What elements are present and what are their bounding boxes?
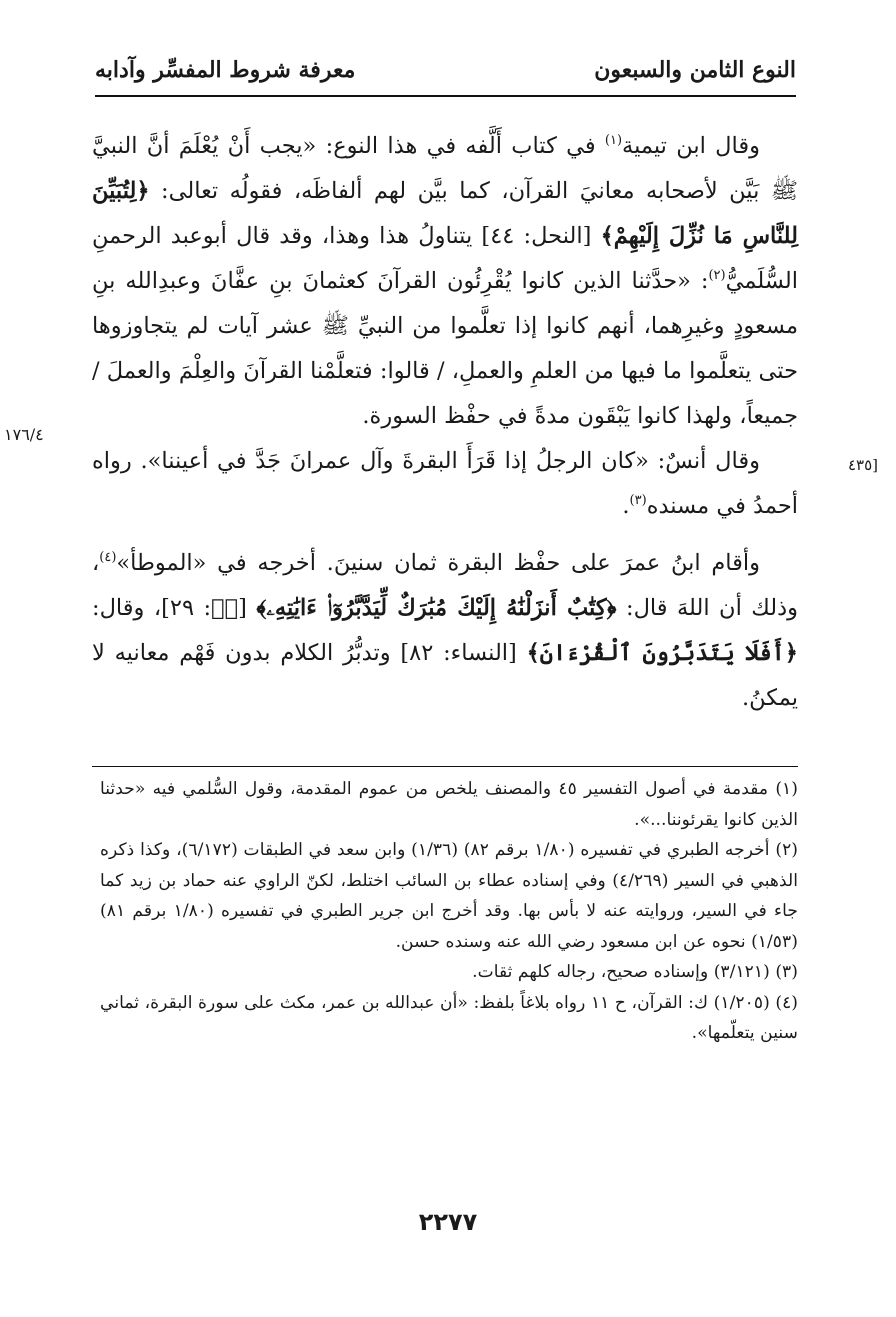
footnote-text: (١/٢٠٥) ك: القرآن، ح ١١ رواه بلاغاً بلفظ: «أن عبدالله بن عمر، مكث على سورة البقرة، ثماني سنين يتعلّمها». [100, 992, 798, 1043]
page-number: ٢٢٧٧ [418, 1208, 478, 1236]
footnote-ref-3[interactable]: (٣) [629, 493, 647, 508]
running-head-topic: معرفة شروط المفسِّر وآدابه [95, 57, 356, 83]
footnote-number: (٢) [775, 840, 799, 860]
quran-verse-nisa: ﴿أَفَلَا يَتَدَبَّرُونَ ٱلْقُرْءَانَ﴾ [526, 640, 798, 666]
running-head-chapter: النوع الثامن والسبعون [594, 57, 796, 83]
margin-volume-page-ref: ١٧٦/٤ [4, 425, 44, 444]
paragraph-text: وأقام ابنُ عمرَ على حفْظ البقرة ثمان سنينَ. أخرجه في «الموطأ» [116, 550, 760, 576]
paragraph-ibn-umar [92, 541, 798, 721]
footnote-text: أخرجه الطبري في تفسيره (١/٨٠ برقم ٨٢) (١/٣٦) وابن سعد في الطبقات (٦/١٧٢)، وكذا ذكره الذهبي في السير (٤/٢٦٩) وفي إسناده عطاء بن السائب اختلط، لكنّ الراوي عنه حماد بن زيد كما جاء في السير، وروايته عنه لا بأس بها. وقد أخرج ابن جرير الطبري في تفسيره (١/٨٠ برقم ٨١) (١/٥٣) نحوه عن ابن مسعود رضي الله عنه وسنده حسن. [100, 840, 798, 952]
paragraph-ibn-taymiyya [92, 124, 798, 439]
footnote-2 [100, 835, 798, 957]
footnote-4 [100, 988, 798, 1049]
margin-page-marker: [٤٣٥ [848, 456, 879, 474]
footnotes [100, 774, 798, 1049]
quran-verse-sad: ﴿كِتَٰبٌ أَنزَلْنَٰهُ إِلَيْكَ مُبَٰرَكٌ لِّيَدَّبَّرُوٓا۟ ءَايَٰتِهِۦ﴾ [256, 595, 617, 621]
main-text [92, 124, 798, 721]
paragraph-text: وقال ابن تيمية [622, 133, 760, 159]
footnote-3 [100, 957, 798, 988]
header-rule [95, 95, 796, 97]
paragraph-text: في كتاب أَلَّفه في هذا النوع: «يجب أَنْ يُعْلَمَ أنَّ النبيَّ ﷺ بَيَّن لأصحابه معانيَ القرآن، كما بيَّن لهم ألفاظَه، فقولُه تعالى: [92, 133, 798, 204]
footnote-number: (٤) [775, 992, 799, 1013]
footnote-ref-4[interactable]: (٤) [99, 550, 117, 565]
paragraph-text: : «حدَّثنا الذين كانوا يُقْرِئُون القرآنَ كعثمانَ بنِ عفَّانَ وعبدِالله بنِ مسعودٍ وغيرِهما، أنهم كانوا إذا تعلَّموا من النبيِّ ﷺ عشر آيات لم يتجاوزوها حتى يتعلَّموا ما فيها من العلمِ والعملِ، / قالوا: فتعلَّمْنا القرآنَ والعِلْمَ والعملَ / جميعاً، ولهذا كانوا يَبْقَون مدةً في حفْظ السورة. [92, 268, 798, 429]
paragraph-text: [النساء: ٨٢] وتدبُّرُ الكلام بدون فَهْم معانيه لا يمكنُ. [92, 640, 798, 711]
paragraph-text: ، وذلك أن اللهَ قال: [92, 550, 798, 621]
footnote-ref-1[interactable]: (١) [604, 133, 623, 148]
quran-verse-nahl: ﴿لِتُبَيِّنَ لِلنَّاسِ مَا نُزِّلَ إِلَيْهِمْ﴾ [92, 178, 798, 249]
footnote-ref-2[interactable]: (٢) [708, 268, 726, 283]
footnote-separator [92, 766, 798, 767]
paragraph-text: [صۤ: ٢٩]، وقال: [92, 595, 257, 621]
paragraph-text: [النحل: ٤٤] يتناولُ هذا وهذا، وقد قال أبوعبد الرحمنِ السُّلَميُّ [92, 223, 798, 294]
footnote-text: مقدمة في أصول التفسير ٤٥ والمصنف يلخص من عموم المقدمة، وقول السُّلمي فيه «حدثنا الذين كانوا يقرئوننا...». [100, 779, 798, 830]
footnote-number: (٣) [775, 962, 798, 982]
paragraph-anas [92, 439, 798, 529]
footnote-number: (١) [775, 779, 798, 799]
running-head [95, 52, 796, 88]
footnote-text: (٣/١٢١) وإسناده صحيح، رجاله كلهم ثقات. [472, 962, 770, 982]
paragraph-text: وقال أنسٌ: «كان الرجلُ إذا قَرَأَ البقرةَ وآل عمرانَ جَدَّ في أعيننا». رواه أحمدُ في مسنده [92, 448, 798, 519]
footnote-1 [100, 774, 798, 835]
paragraph-text: . [622, 493, 630, 519]
